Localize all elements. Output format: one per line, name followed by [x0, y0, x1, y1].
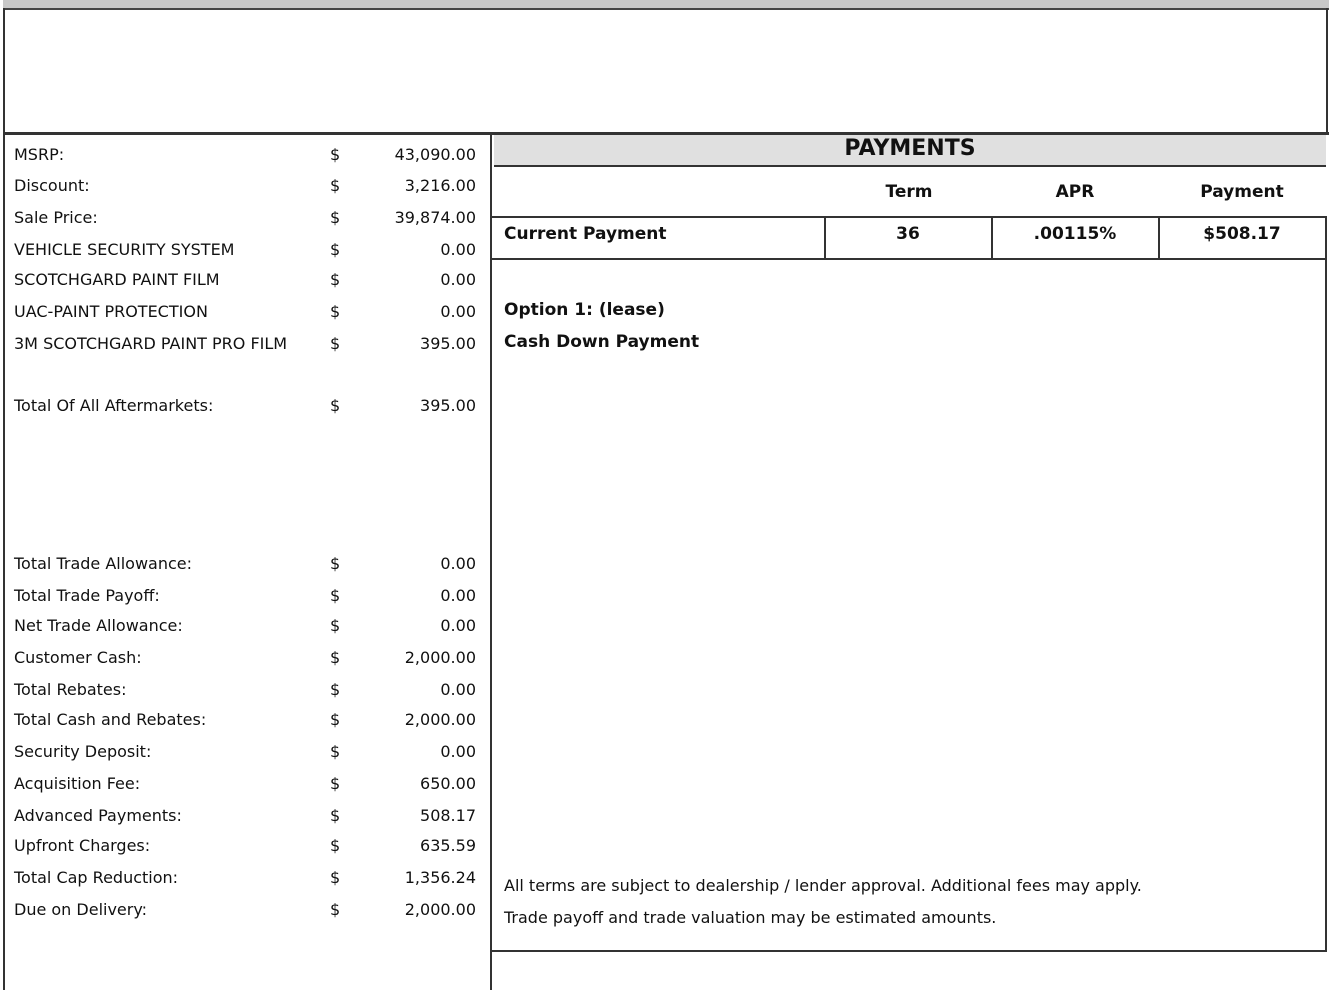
- currency-symbol: $: [330, 586, 341, 605]
- currency-symbol: $: [330, 900, 341, 919]
- option-label: Option 1: (lease): [504, 300, 665, 320]
- pricing-label: Security Deposit:: [14, 742, 152, 761]
- currency-symbol: $: [330, 742, 341, 761]
- pricing-row: [0, 143, 490, 167]
- disclaimer-line-2: Trade payoff and trade valuation may be estimated amounts.: [504, 908, 997, 927]
- pricing-amount: 395.00: [420, 334, 476, 353]
- cash-down-label: Cash Down Payment: [504, 332, 700, 352]
- pricing-label: SCOTCHGARD PAINT FILM: [14, 270, 220, 289]
- pricing-label: Total Rebates:: [14, 680, 127, 699]
- pricing-row: [0, 898, 490, 922]
- payments-header: [494, 134, 1326, 167]
- currency-symbol: $: [330, 270, 341, 289]
- pricing-label: Acquisition Fee:: [14, 774, 141, 793]
- currency-symbol: $: [330, 208, 341, 227]
- currency-symbol: $: [330, 176, 341, 195]
- pricing-row: [0, 866, 490, 890]
- panel-right-border: [1325, 260, 1327, 952]
- pricing-amount: 635.59: [420, 836, 476, 855]
- pricing-row: [0, 584, 490, 608]
- pricing-label: UAC-PAINT PROTECTION: [14, 302, 208, 321]
- pricing-summary: [0, 0, 490, 990]
- current-apr: .00115%: [1033, 224, 1117, 244]
- pricing-row: [0, 300, 490, 324]
- pricing-amount: 2,000.00: [404, 900, 476, 919]
- currency-symbol: $: [330, 806, 341, 825]
- pricing-label: Total Cash and Rebates:: [14, 710, 207, 729]
- currency-symbol: $: [330, 868, 341, 887]
- pricing-row: [0, 552, 490, 576]
- pricing-label: Discount:: [14, 176, 90, 195]
- pricing-amount: 2,000.00: [404, 710, 476, 729]
- pricing-row: [0, 678, 490, 702]
- pricing-label: Upfront Charges:: [14, 836, 151, 855]
- apr-header: APR: [1055, 182, 1095, 202]
- pricing-row: [0, 708, 490, 732]
- currency-symbol: $: [330, 616, 341, 635]
- pricing-amount: 0.00: [440, 240, 476, 259]
- currency-symbol: $: [330, 680, 341, 699]
- currency-symbol: $: [330, 240, 341, 259]
- currency-symbol: $: [330, 334, 341, 353]
- pricing-amount: 0.00: [440, 680, 476, 699]
- pricing-label: 3M SCOTCHGARD PAINT PRO FILM: [14, 334, 288, 353]
- pricing-label: Customer Cash:: [14, 648, 142, 667]
- currency-symbol: $: [330, 396, 341, 415]
- payment-header: Payment: [1200, 182, 1284, 202]
- pricing-row: [0, 268, 490, 292]
- payments-title: PAYMENTS: [844, 136, 976, 161]
- pricing-amount: 1,356.24: [404, 868, 476, 887]
- current-payment-amount: $508.17: [1203, 224, 1281, 244]
- pricing-amount: 2,000.00: [404, 648, 476, 667]
- pricing-row: [0, 804, 490, 828]
- currency-symbol: $: [330, 145, 341, 164]
- pricing-label: Due on Delivery:: [14, 900, 148, 919]
- payment-row-bottom-border: [492, 258, 1327, 260]
- pricing-row: [0, 740, 490, 764]
- pricing-amount: 650.00: [420, 774, 476, 793]
- column-separator: [490, 134, 492, 990]
- pricing-row: [0, 394, 490, 418]
- pricing-row: [0, 772, 490, 796]
- pricing-amount: 0.00: [440, 616, 476, 635]
- current-payment-label: Current Payment: [504, 224, 667, 244]
- payment-row-right-border: [1325, 216, 1327, 260]
- pricing-row: [0, 614, 490, 638]
- pricing-row: [0, 834, 490, 858]
- pricing-amount: 3,216.00: [404, 176, 476, 195]
- pricing-label: Sale Price:: [14, 208, 98, 227]
- pricing-row: [0, 238, 490, 262]
- pricing-row: [0, 332, 490, 356]
- pricing-amount: 0.00: [440, 742, 476, 761]
- pricing-amount: 395.00: [420, 396, 476, 415]
- pricing-amount: 0.00: [440, 302, 476, 321]
- pricing-label: Net Trade Allowance:: [14, 616, 183, 635]
- pricing-label: Total Trade Payoff:: [14, 586, 160, 605]
- pricing-amount: 0.00: [440, 554, 476, 573]
- pricing-label: Advanced Payments:: [14, 806, 182, 825]
- pricing-amount: 0.00: [440, 586, 476, 605]
- currency-symbol: $: [330, 836, 341, 855]
- currency-symbol: $: [330, 774, 341, 793]
- pricing-row: [0, 646, 490, 670]
- pricing-amount: 508.17: [420, 806, 476, 825]
- disclaimer-line-1: All terms are subject to dealership / lender approval. Additional fees may apply.: [504, 876, 1142, 895]
- pricing-label: Total Of All Aftermarkets:: [14, 396, 214, 415]
- pricing-amount: 0.00: [440, 270, 476, 289]
- pricing-row: [0, 174, 490, 198]
- pricing-amount: 39,874.00: [394, 208, 476, 227]
- currency-symbol: $: [330, 554, 341, 573]
- term-header: Term: [885, 182, 933, 202]
- pricing-label: Total Trade Allowance:: [14, 554, 193, 573]
- pricing-label: VEHICLE SECURITY SYSTEM: [14, 240, 235, 259]
- pricing-row: [0, 206, 490, 230]
- currency-symbol: $: [330, 648, 341, 667]
- current-term: 36: [896, 224, 920, 244]
- pricing-label: MSRP:: [14, 145, 65, 164]
- panel-bottom-border: [492, 950, 1327, 952]
- payment-row-top-border: [492, 216, 1327, 218]
- currency-symbol: $: [330, 302, 341, 321]
- pricing-label: Total Cap Reduction:: [14, 868, 179, 887]
- pricing-amount: 43,090.00: [394, 145, 476, 164]
- right-border: [1326, 8, 1328, 134]
- currency-symbol: $: [330, 710, 341, 729]
